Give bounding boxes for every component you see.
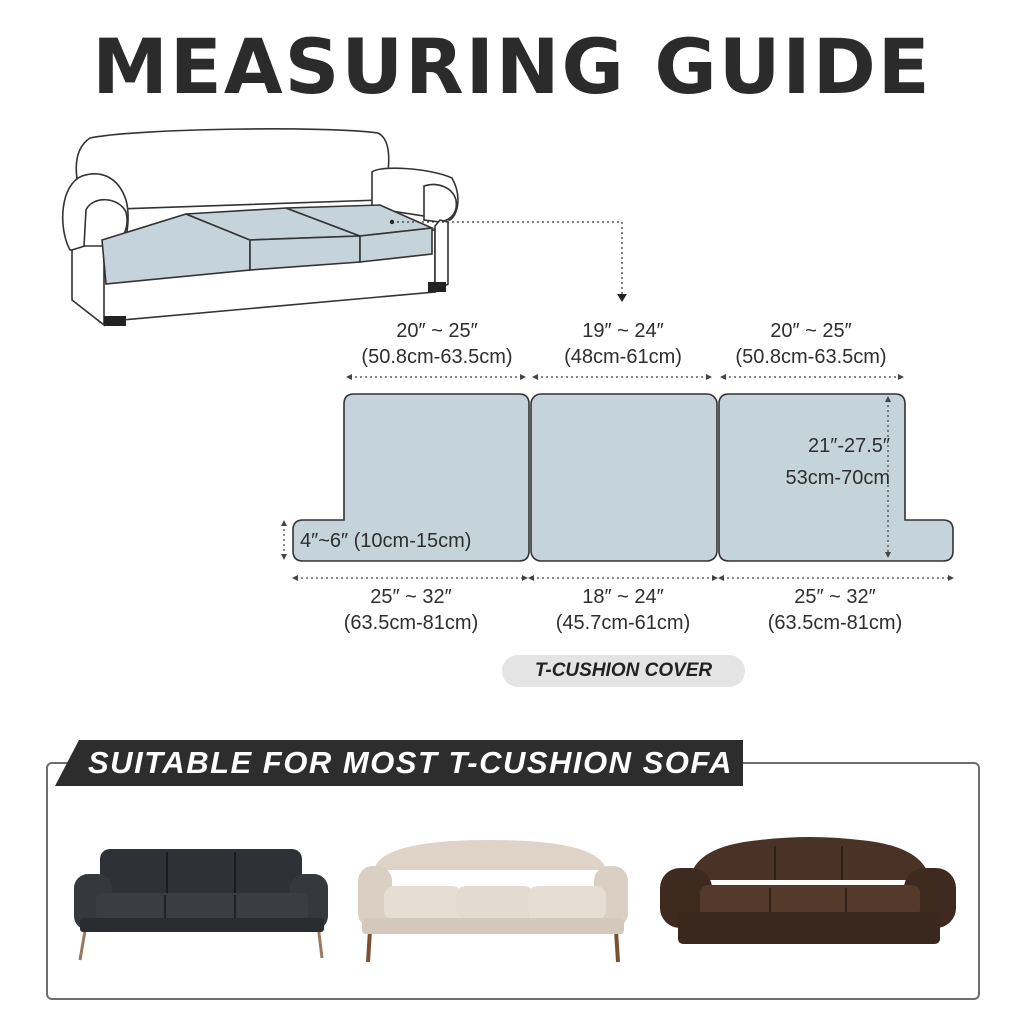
tab-label: 4″~6″ (10cm-15cm): [300, 530, 472, 552]
page-title: MEASURING GUIDE: [92, 22, 932, 111]
bottom-label-middle-inch: 18″ ~ 24″: [582, 586, 664, 608]
top-label-right: [716, 318, 906, 370]
suitable-banner-text: SUITABLE FOR MOST T-CUSHION SOFA: [88, 745, 734, 780]
depth-label-inch: 21″-27.5″: [808, 435, 890, 457]
depth-label: [740, 430, 890, 494]
bottom-label-right-inch: 25″ ~ 32″: [794, 586, 876, 608]
top-label-left: [342, 318, 532, 370]
top-label-middle: [528, 318, 718, 370]
middle-cushion: [531, 394, 717, 561]
bottom-label-middle: [528, 584, 718, 636]
sofa-foot: [104, 316, 126, 326]
bottom-label-left-inch: 25″ ~ 32″: [370, 586, 452, 608]
top-label-left-cm: (50.8cm-63.5cm): [361, 346, 513, 368]
sofa-foot: [428, 282, 446, 292]
bottom-label-left: [316, 584, 506, 636]
bottom-label-right-cm: (63.5cm-81cm): [767, 612, 903, 634]
top-label-middle-cm: (48cm-61cm): [564, 346, 682, 368]
bottom-label-left-cm: (63.5cm-81cm): [343, 612, 479, 634]
top-label-middle-inch: 19″ ~ 24″: [582, 320, 664, 342]
top-label-right-cm: (50.8cm-63.5cm): [735, 346, 887, 368]
brown-leather-sofa: [660, 837, 956, 944]
cream-fabric-sofa: [358, 840, 628, 962]
t-cushion-cover-badge: T-CUSHION COVER: [502, 655, 745, 687]
pointer-arrowhead: [617, 294, 627, 302]
top-label-left-inch: 20″ ~ 25″: [396, 320, 478, 342]
bottom-label-middle-cm: (45.7cm-61cm): [555, 612, 691, 634]
top-label-right-inch: 20″ ~ 25″: [770, 320, 852, 342]
depth-label-cm: 53cm-70cm: [785, 467, 890, 489]
black-leather-sofa: [74, 849, 328, 960]
bottom-label-right: [740, 584, 930, 636]
